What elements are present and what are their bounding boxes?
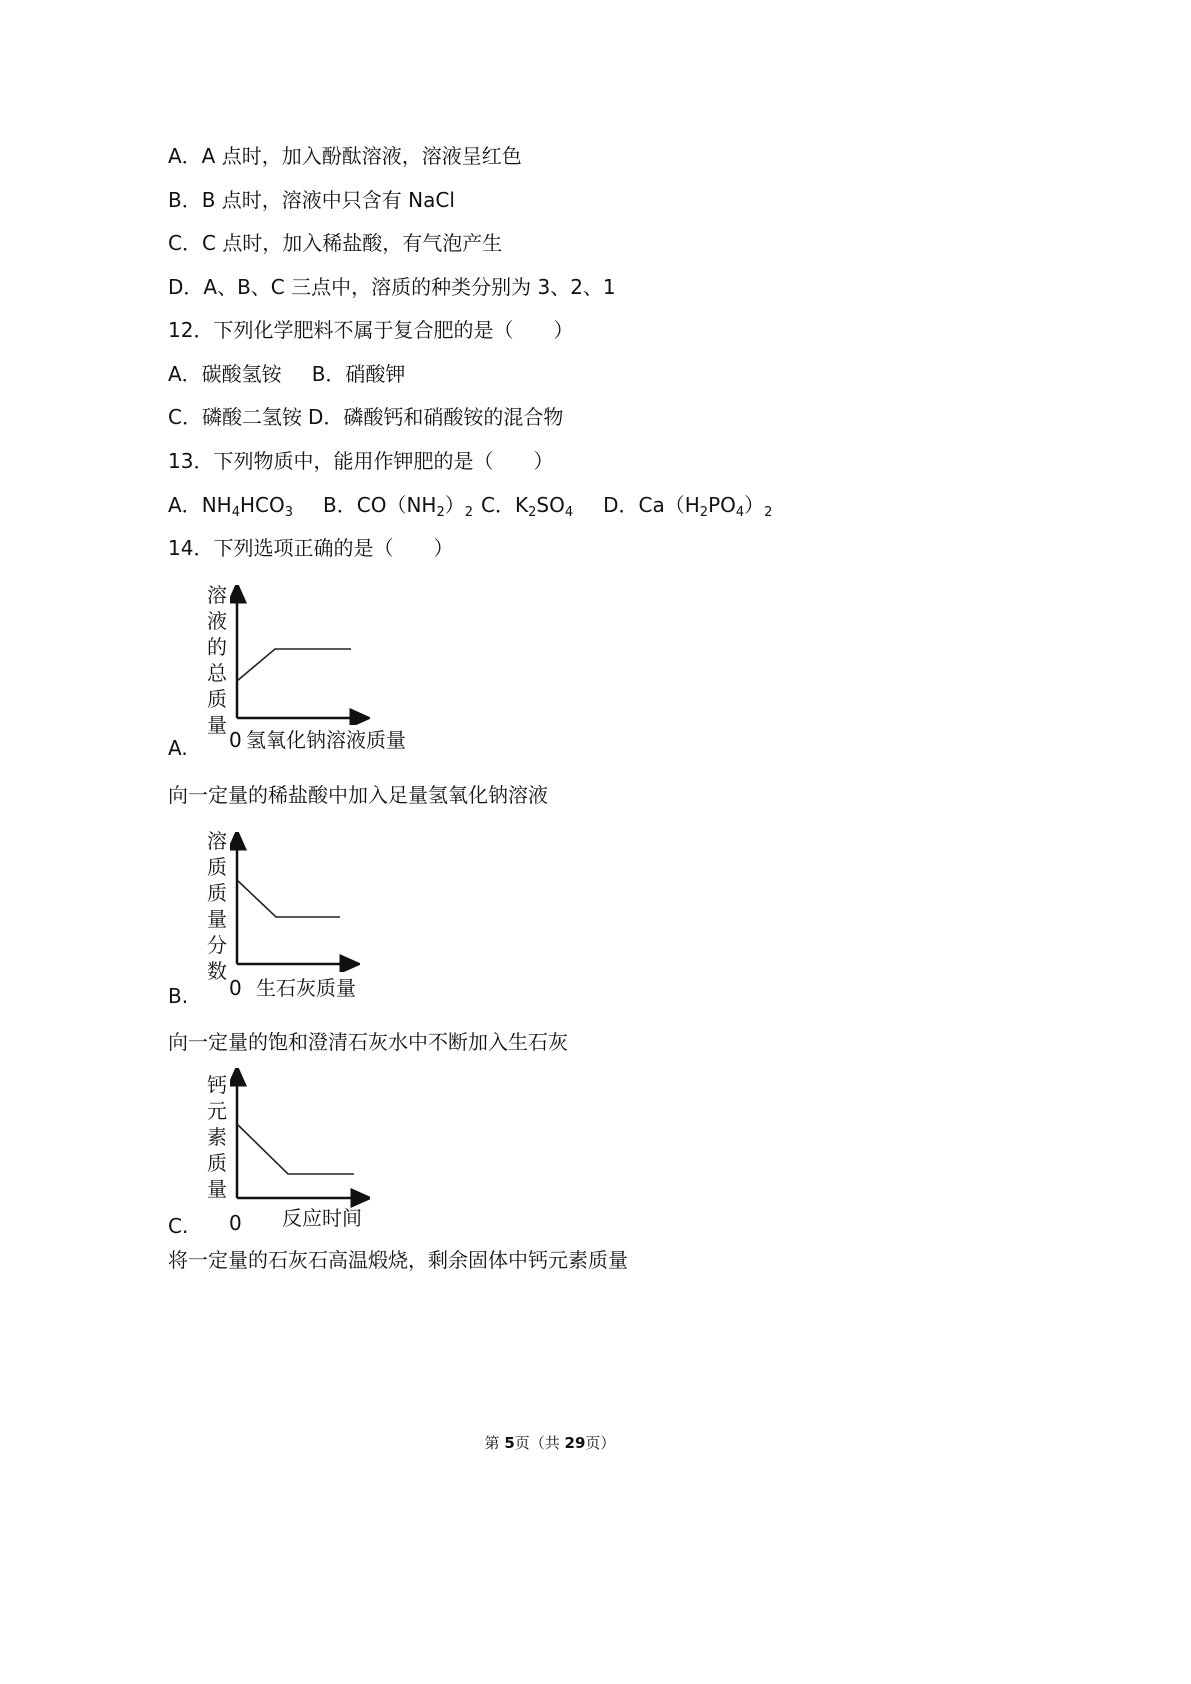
q12-option-a: A．碳酸氢铵 [168, 362, 282, 386]
graph-a-plot [230, 585, 370, 725]
q13-option-d: D．$Ca(H_2PO_4)_2$ [603, 493, 773, 520]
q13-options [168, 492, 772, 526]
graph-a-xlabel: 氢氧化钠溶液质量 [246, 728, 406, 752]
graph-b-xlabel: 生石灰质量 [256, 976, 356, 1000]
graph-b-origin: 0 [229, 976, 242, 1000]
q11-option-a: A．A 点时，加入酚酞溶液，溶液呈红色 [168, 144, 522, 168]
q11-option-d: D．A、B、C 三点中，溶质的种类分别为 3、2、1 [168, 275, 616, 299]
q14-stem: 14．下列选项正确的是（ ） [168, 536, 454, 560]
graph-b-curve [237, 880, 340, 917]
graph-c-origin: 0 [229, 1211, 242, 1235]
q13-option-c: C．$K_2SO_4$ [481, 493, 574, 520]
q11-option-c: C．C 点时，加入稀盐酸，有气泡产生 [168, 231, 503, 255]
graph-a-option: A. [168, 736, 188, 760]
q12-option-d: D．磷酸钙和硝酸铵的混合物 [307, 405, 564, 429]
page-number: 5 [504, 1434, 515, 1452]
graph-c-curve [237, 1124, 354, 1174]
q12-option-c: C．磷酸二氢铵 [168, 405, 302, 429]
graph-a-origin: 0 [229, 728, 242, 752]
q13-stem: 13．下列物质中，能用作钾肥的是（ ） [168, 449, 554, 473]
graph-c-xlabel: 反应时间 [282, 1206, 362, 1230]
page-footer: 第 5页（共 29页） [484, 1434, 616, 1452]
graph-a-caption: 向一定量的稀盐酸中加入足量氢氧化钠溶液 [168, 783, 548, 807]
q11-option-b: B．B 点时，溶液中只含有 NaCl [168, 188, 455, 212]
q12-options-row1 [168, 361, 405, 387]
graph-c-option: C. [168, 1214, 189, 1238]
graph-a-curve [237, 649, 351, 681]
q12-option-b: B．硝酸钾 [311, 362, 406, 386]
graph-b-ylabel: 溶 质 质 量 分 数 [207, 829, 227, 983]
q12-stem: 12．下列化学肥料不属于复合肥的是（ ） [168, 318, 574, 342]
graph-c-plot [230, 1068, 370, 1208]
graph-c-ylabel: 钙 元 素 质 量 [207, 1073, 227, 1201]
graph-b-caption: 向一定量的饱和澄清石灰水中不断加入生石灰 [168, 1030, 568, 1054]
q12-options-row2 [168, 404, 563, 430]
page-total: 29 [564, 1434, 586, 1452]
q13-option-b: B．$CO(NH_2)_2$ [323, 493, 474, 520]
graph-a-ylabel: 溶 液 的 总 质 量 [207, 583, 227, 737]
q13-option-a: A．$NH_4HCO_3$ [168, 493, 293, 520]
graph-b-option: B. [168, 984, 189, 1008]
graph-b-plot [230, 832, 360, 972]
graph-c-caption: 将一定量的石灰石高温煅烧，剩余固体中钙元素质量 [168, 1248, 628, 1272]
